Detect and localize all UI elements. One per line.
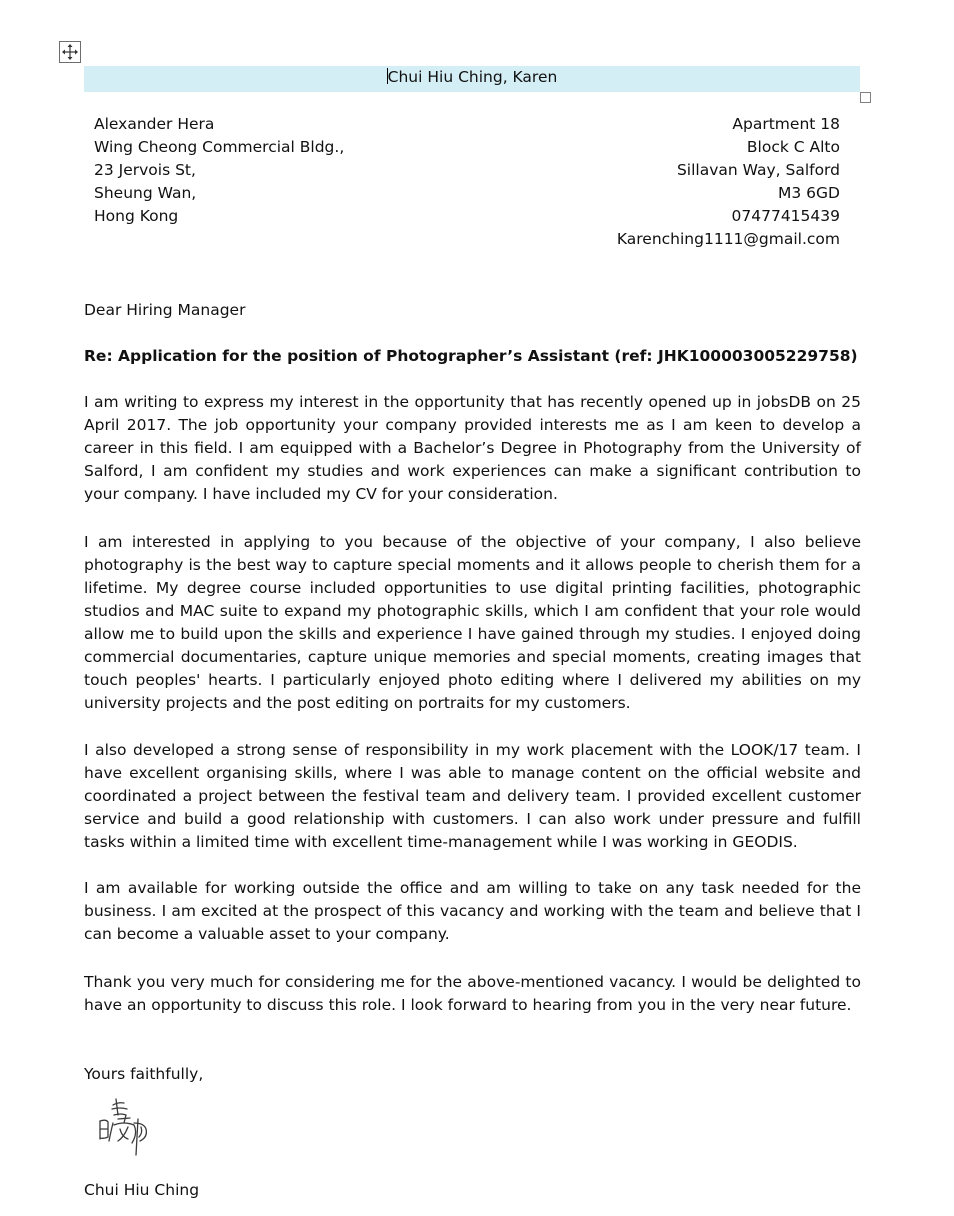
subject-line: Re: Application for the position of Photographer’s Assistant (ref: JHK100003005229758) [84, 347, 858, 365]
table-move-handle-icon[interactable] [59, 41, 81, 63]
body-paragraph-1: I am writing to express my interest in the opportunity that has recently opened up in jobsDB on 25 April 2017. The job opportunity your company provided interests me as I am keen to develop a career in this field. I am equipped with a Bachelor’s Degree in Photography from the University of Salford, I am confident my studies and work experiences can make a significant contribution to your company. I have included my CV for your consideration. [84, 393, 861, 503]
table-resize-handle-icon[interactable] [860, 92, 871, 103]
sender-street: Sillavan Way, Salford [676, 161, 840, 179]
sender-block: Block C Alto [746, 138, 840, 156]
recipient-name: Alexander Hera [94, 115, 215, 133]
body-paragraph-5: Thank you very much for considering me for the above-mentioned vacancy. I would be delighted to have an opportunity to discuss this role. I look forward to hearing from you in the very near future. [84, 973, 861, 1014]
body-paragraph-4: I am available for working outside the office and am willing to take on any task needed for the business. I am excited at the prospect of this vacancy and working with the team and believe that I can become a valuable asset to your company. [84, 879, 861, 943]
sender-postcode: M3 6GD [778, 184, 840, 202]
move-arrows-icon [60, 42, 80, 62]
closing: Yours faithfully, [84, 1065, 204, 1083]
header-name: Chui Hiu Ching, Karen [387, 68, 558, 86]
sender-email: Karenching1111@gmail.com [616, 230, 840, 248]
salutation: Dear Hiring Manager [84, 301, 246, 319]
recipient-street: 23 Jervois St, [94, 161, 196, 179]
sender-apartment: Apartment 18 [732, 115, 840, 133]
sender-address [617, 113, 840, 251]
recipient-address [94, 113, 344, 228]
body-paragraph-2: I am interested in applying to you because of the objective of your company, I also believe photography is the best way to capture special moments and it allows people to cherish them for a lifetime. My degree course included opportunities to use digital printing facilities, photographic studios and MAC suite to expand my photographic skills, which I am confident that your role would allow me to build upon the skills and experience I have gained through my studies. I enjoyed doing commercial documentaries, capture unique memories and special moments, creating images that touch peoples' hearts. I particularly enjoyed photo editing where I delivered my abilities on my university projects and the post editing on portraits for my customers. [84, 533, 861, 712]
body-paragraph-3: I also developed a strong sense of responsibility in my work placement with the LOOK/17 team. I have excellent organising skills, where I was able to manage content on the official website and coordinated a project between the festival team and delivery team. I provided excellent customer service and build a good relationship with customers. I can also work under pressure and fulfill tasks within a limited time with excellent time-management while I was working in GEODIS. [84, 741, 861, 851]
signer-name: Chui Hiu Ching [84, 1181, 200, 1199]
recipient-city: Hong Kong [94, 207, 179, 225]
handwritten-signature [94, 1093, 154, 1157]
recipient-district: Sheung Wan, [94, 184, 197, 202]
recipient-building: Wing Cheong Commercial Bldg., [94, 138, 345, 156]
header-name-cell[interactable] [84, 66, 860, 92]
sender-phone: 07477415439 [731, 207, 840, 225]
